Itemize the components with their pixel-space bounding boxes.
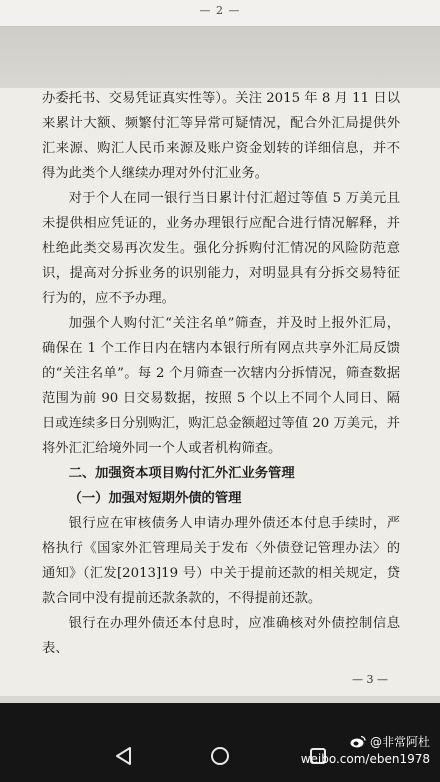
home-button[interactable] [206, 742, 234, 770]
section-heading: 二、加强资本项目购付汇外汇业务管理 [68, 466, 295, 481]
previous-page-edge [0, 0, 440, 27]
bottom-page-number: — 3 — [352, 673, 388, 686]
watermark-handle: @非常阿杜 [369, 735, 430, 749]
home-circle-icon [209, 745, 231, 767]
paragraph-watch-list: 加强个人购付汇“关注名单”筛查，并及时上报外汇局，确保在 1 个工作日内在辖内本银行所有网点共享外汇局反馈的“关注名单”。每 2 个月筛查一次辖内分拆情况，筛查数据范围为前 90 日交易数据，按照 5 个以上不同个人同日、隔日或连续多日分别购汇，购汇总金额超过等值 20 万美元，并将外汇汇给境外同一个人或者机构筛查。 [42, 316, 400, 456]
back-button[interactable] [110, 742, 138, 770]
weibo-watermark [301, 733, 430, 766]
paragraph-debt-repayment: 银行在办理外债还本付息时，应准确核对外债控制信息表、 [42, 616, 400, 656]
watermark-url: weibo.com/eben1978 [300, 752, 430, 766]
document-body [42, 86, 400, 661]
paragraph-individual-remittance: 对于个人在同一银行当日累计付汇超过等值 5 万美元且未提供相应凭证的，业务办理银行应配合进行情况解释，并杜绝此类交易再次发生。强化分拆购付汇情况的风险防范意识，提高对分拆业务的识别能力，对明显具有分拆交易特征行为的，应不予办理。 [42, 191, 400, 306]
paragraph-foreign-debt: 银行应在审核债务人申请办理外债还本付息手续时，严格执行《国家外汇管理局关于发布〈外债登记管理办法〉的通知》（汇发[2013]19 号）中关于提前还款的相关规定，贷款合同中没有提前还款条款的，不得提前还款。 [42, 516, 400, 606]
top-page-number: — 2 — [199, 4, 241, 17]
subsection-heading: （一）加强对短期外债的管理 [68, 491, 242, 506]
weibo-logo-icon [350, 735, 366, 748]
paragraph-continuation: 办委托书、交易凭证真实性等）。关注 2015 年 8 月 11 日以来累计大额、频繁付汇等异常可疑情况，配合外汇局提供外汇来源、购汇人民币来源及账户资金划转的详细信息，并不得为此类个人继续办理对外付汇业务。 [42, 91, 400, 181]
back-triangle-icon [113, 745, 135, 767]
page-gap [0, 27, 440, 87]
